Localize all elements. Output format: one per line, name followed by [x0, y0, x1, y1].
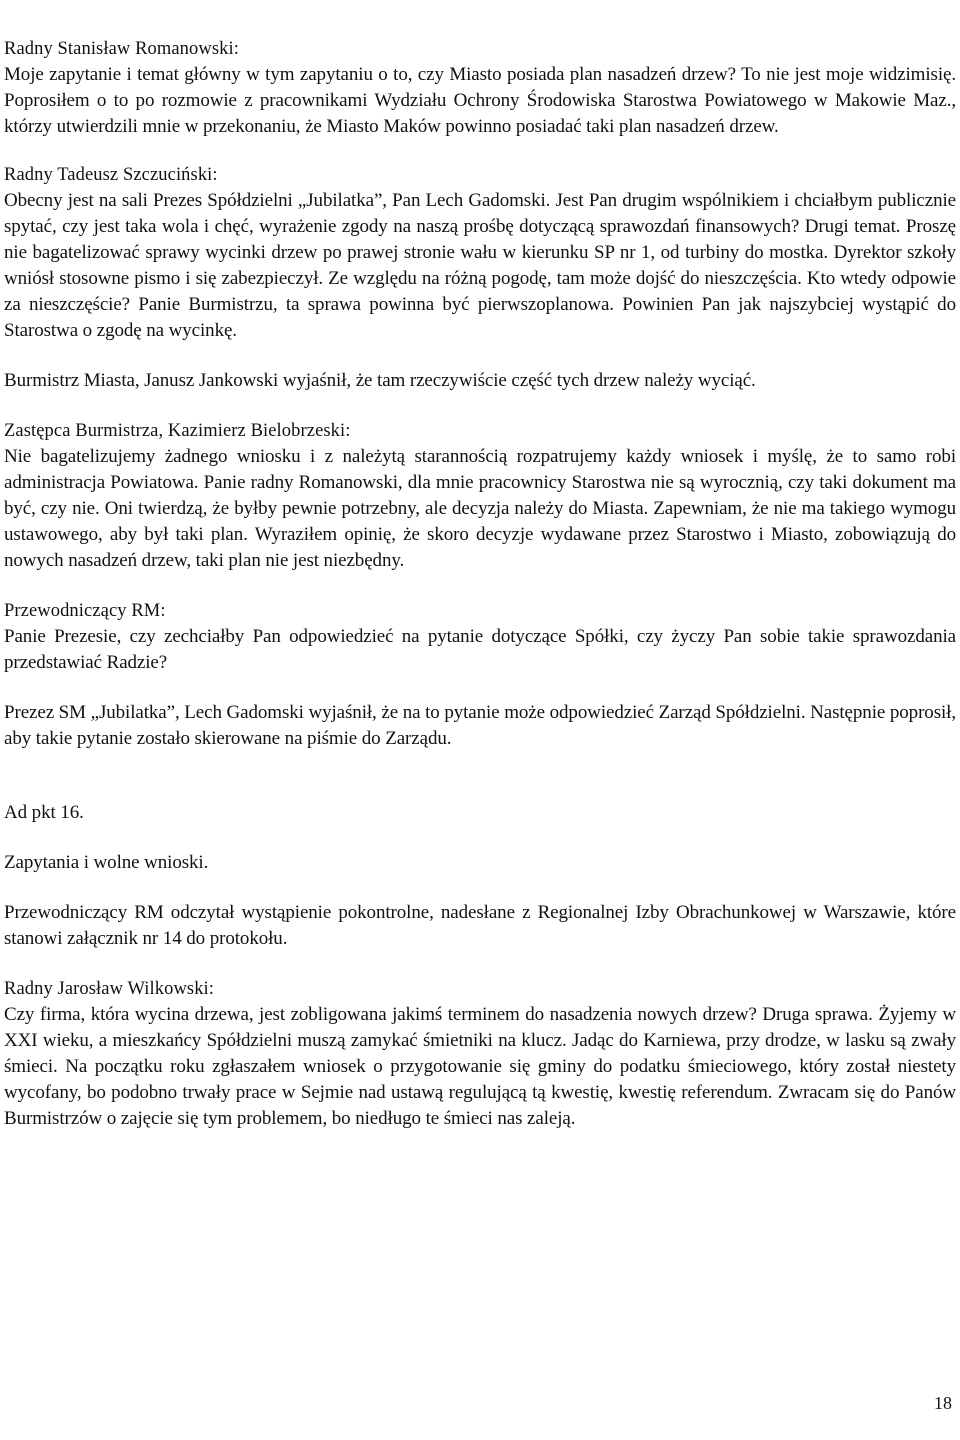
statement-szczucinski — [4, 162, 956, 344]
agenda-item-heading — [4, 800, 956, 826]
statement-wilkowski — [4, 976, 956, 1132]
agenda-item-title-text: Zapytania i wolne wnioski. — [4, 852, 209, 873]
agenda-item-title — [4, 850, 956, 876]
statement-romanowski — [4, 36, 956, 140]
statement-text: Nie bagatelizujemy żadnego wniosku i z należytą starannością rozpatrujemy każdy wniosek i myślę, że to samo robi administracja Powiatowa. Panie radny Romanowski, dla mnie pracownicy Starostwa nie są wyrocznią, czy taki dokument ma być, czy nie. Oni twierdzą, że byłby pewnie potrzebny, ale decyzja należy do Miasta. Zapewniam, że nie ma takiego wymogu ustawowego, aby był taki plan. Wyraziłem opinię, że skoro decyzje wydawane przez Starostwo i Miasto, zobowiązują do nowych nasadzeń drzew, taki plan nie jest niezbędny. — [4, 446, 956, 571]
paragraph-gap — [4, 826, 956, 850]
statement-text: Burmistrz Miasta, Janusz Jankowski wyjaśnił, że tam rzeczywiście część tych drzew należy wyciąć. — [4, 370, 756, 391]
statement-text: Obecny jest na sali Prezes Spółdzielni „Jubilatka”, Pan Lech Gadomski. Jest Pan drugim wspólnikiem i chciałbym publicznie spytać, czy jest taka wola i chęć, wyrażenie zgody na naszą prośbę dotyczącą sprawozdań finansowych? Drugi temat. Proszę nie bagatelizować sprawy wycinki drzew po prawej stronie wału w kierunku SP nr 1, od turbiny do mostka. Dyrektor szkoły wniósł stosowne pismo i się zabezpieczył. Ze względu na różną pogodę, tam może dojść do nieszczęścia. Kto wtedy odpowie za nieszczęście? Panie Burmistrzu, ta sprawa powinna być pierwszoplanowa. Powinien Pan jak najszybciej wystąpić do Starostwa o zgodę na wycinkę. — [4, 190, 956, 341]
speaker-label: Przewodniczący RM: — [4, 601, 166, 621]
speaker-label: Radny Jarosław Wilkowski: — [4, 979, 215, 999]
statement-text: Przewodniczący RM odczytał wystąpienie pokontrolne, nadesłane z Regionalnej Izby Obrachunkowej w Warszawie, które stanowi załącznik nr 14 do protokołu. — [4, 902, 956, 949]
statement-prezes — [4, 700, 956, 752]
statement-text: Prezez SM „Jubilatka”, Lech Gadomski wyjaśnił, że na to pytanie może odpowiedzieć Zarząd Spółdzielni. Następnie poprosił, aby takie pytanie zostało skierowane na piśmie do Zarządu. — [4, 702, 956, 749]
agenda-item-number: Ad pkt 16. — [4, 802, 84, 823]
paragraph-gap — [4, 394, 956, 418]
statement-burmistrz — [4, 368, 956, 394]
statement-text: Czy firma, która wycina drzewa, jest zobligowana jakimś terminem do nasadzenia nowych drzew? Druga sprawa. Żyjemy w XXI wieku, a mieszkańcy Spółdzielni muszą zamykać śmietniki na klucz. Jadąc do Karniewa, przy drodze, w lasku są zwały śmieci. Na początku roku zgłaszałem wniosek o przygotowanie się gminy do podatku śmieciowego, który został niestety wycofany, bo podobno trwały prace w Sejmie nad ustawą regulującą tą kwestię, kwestię referendum. Zwracam się do Panów Burmistrzów o zajęcie się tym problemem, bo niedługo te śmieci nas zaleją. — [4, 1004, 956, 1129]
speaker-label: Radny Tadeusz Szczuciński: — [4, 165, 218, 185]
document-body — [4, 36, 956, 1132]
paragraph-gap — [4, 952, 956, 976]
statement-przewodniczacy — [4, 598, 956, 676]
paragraph-gap — [4, 676, 956, 700]
paragraph-gap — [4, 344, 956, 368]
paragraph-gap — [4, 876, 956, 900]
statement-text: Moje zapytanie i temat główny w tym zapytaniu o to, czy Miasto posiada plan nasadzeń drzew? To nie jest moje widzimisię. Poprosiłem o to po rozmowie z pracownikami Wydziału Ochrony Środowiska Starostwa Powiatowego w Makowie Maz., którzy utwierdzili mnie w przekonaniu, że Miasto Maków powinno posiadać taki plan nasadzeń drzew. — [4, 64, 956, 137]
paragraph-gap — [4, 140, 956, 162]
paragraph-gap — [4, 574, 956, 598]
page-number: 18 — [934, 1393, 952, 1413]
statement-rio-note — [4, 900, 956, 952]
speaker-label: Radny Stanisław Romanowski: — [4, 39, 239, 59]
statement-zastepca — [4, 418, 956, 574]
speaker-label: Zastępca Burmistrza, Kazimierz Bielobrzeski: — [4, 421, 351, 441]
paragraph-gap — [4, 752, 956, 800]
statement-text: Panie Prezesie, czy zechciałby Pan odpowiedzieć na pytanie dotyczące Spółki, czy życzy Pan sobie takie sprawozdania przedstawiać Radzie? — [4, 626, 956, 673]
